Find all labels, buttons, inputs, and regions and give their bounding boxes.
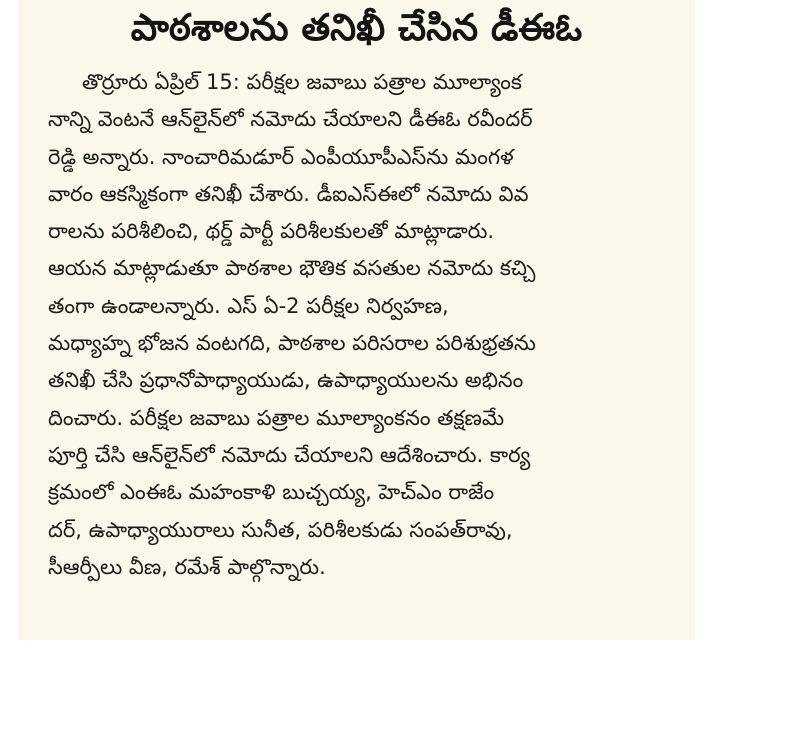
article-line: సీఆర్పీలు వీణ, రమేశ్ పాల్గొన్నారు. — [48, 554, 326, 579]
article-headline: పాఠశాలను తనిఖీ చేసిన డీఈఓ — [130, 6, 583, 49]
article-line: వారం ఆకస్మికంగా తనిఖీ చేశారు. డీఐఎస్ఈలో నమోదు వివ — [48, 181, 529, 206]
article-line: తనిఖీ చేసి ప్రధానోపాధ్యాయుడు, ఉపాధ్యాయులను అభినం — [48, 368, 524, 393]
article-line: దర్, ఉపాధ్యాయురాలు సునీత, పరిశీలకుడు సంపత్‌రావు, — [48, 517, 513, 542]
article-line: దించారు. పరీక్షల జవాబు పత్రాల మూల్యాంకనం తక్షణమే — [48, 405, 505, 430]
article-line: తంగా ఉండాలన్నారు. ఎస్ ఏ-2 పరీక్షల నిర్వహణ, — [48, 293, 449, 318]
article-line: క్రమంలో ఎంఈఓ మహంకాళి బుచ్చయ్య, హెచ్ఎం రాజేం — [48, 480, 495, 505]
article-line: నాన్ని వెంటనే ఆన్‌లైన్‌లో నమోదు చేయాలని డీఈఓ రవీందర్ — [48, 107, 533, 132]
newspaper-clipping — [18, 0, 695, 640]
article-line: తొర్రూరు ఏప్రిల్ 15: పరీక్షల జవాబు పత్రాల మూల్యాంక — [82, 70, 522, 94]
article-line: రెడ్డి అన్నారు. నాంచారిమడూర్ ఎంపీయూపీఎస్‌ను మంగళ — [48, 144, 514, 169]
article-body — [48, 64, 680, 586]
article-line: రాలను పరిశీలించి, థర్డ్ పార్టీ పరిశీలకులతో మాట్లాడారు. — [48, 219, 495, 244]
article-line: ఆయన మాట్లాడుతూ పాఠశాల భౌతిక వసతుల నమోదు కచ్చి — [48, 256, 536, 281]
article-line: మధ్యాహ్న భోజన వంటగది, పాఠశాల పరిసరాల పరిశుభ్రతను — [48, 331, 536, 356]
article-line: పూర్తి చేసి ఆన్‌లైన్‌లో నమోదు చేయాలని ఆదేశించారు. కార్య — [48, 442, 531, 467]
